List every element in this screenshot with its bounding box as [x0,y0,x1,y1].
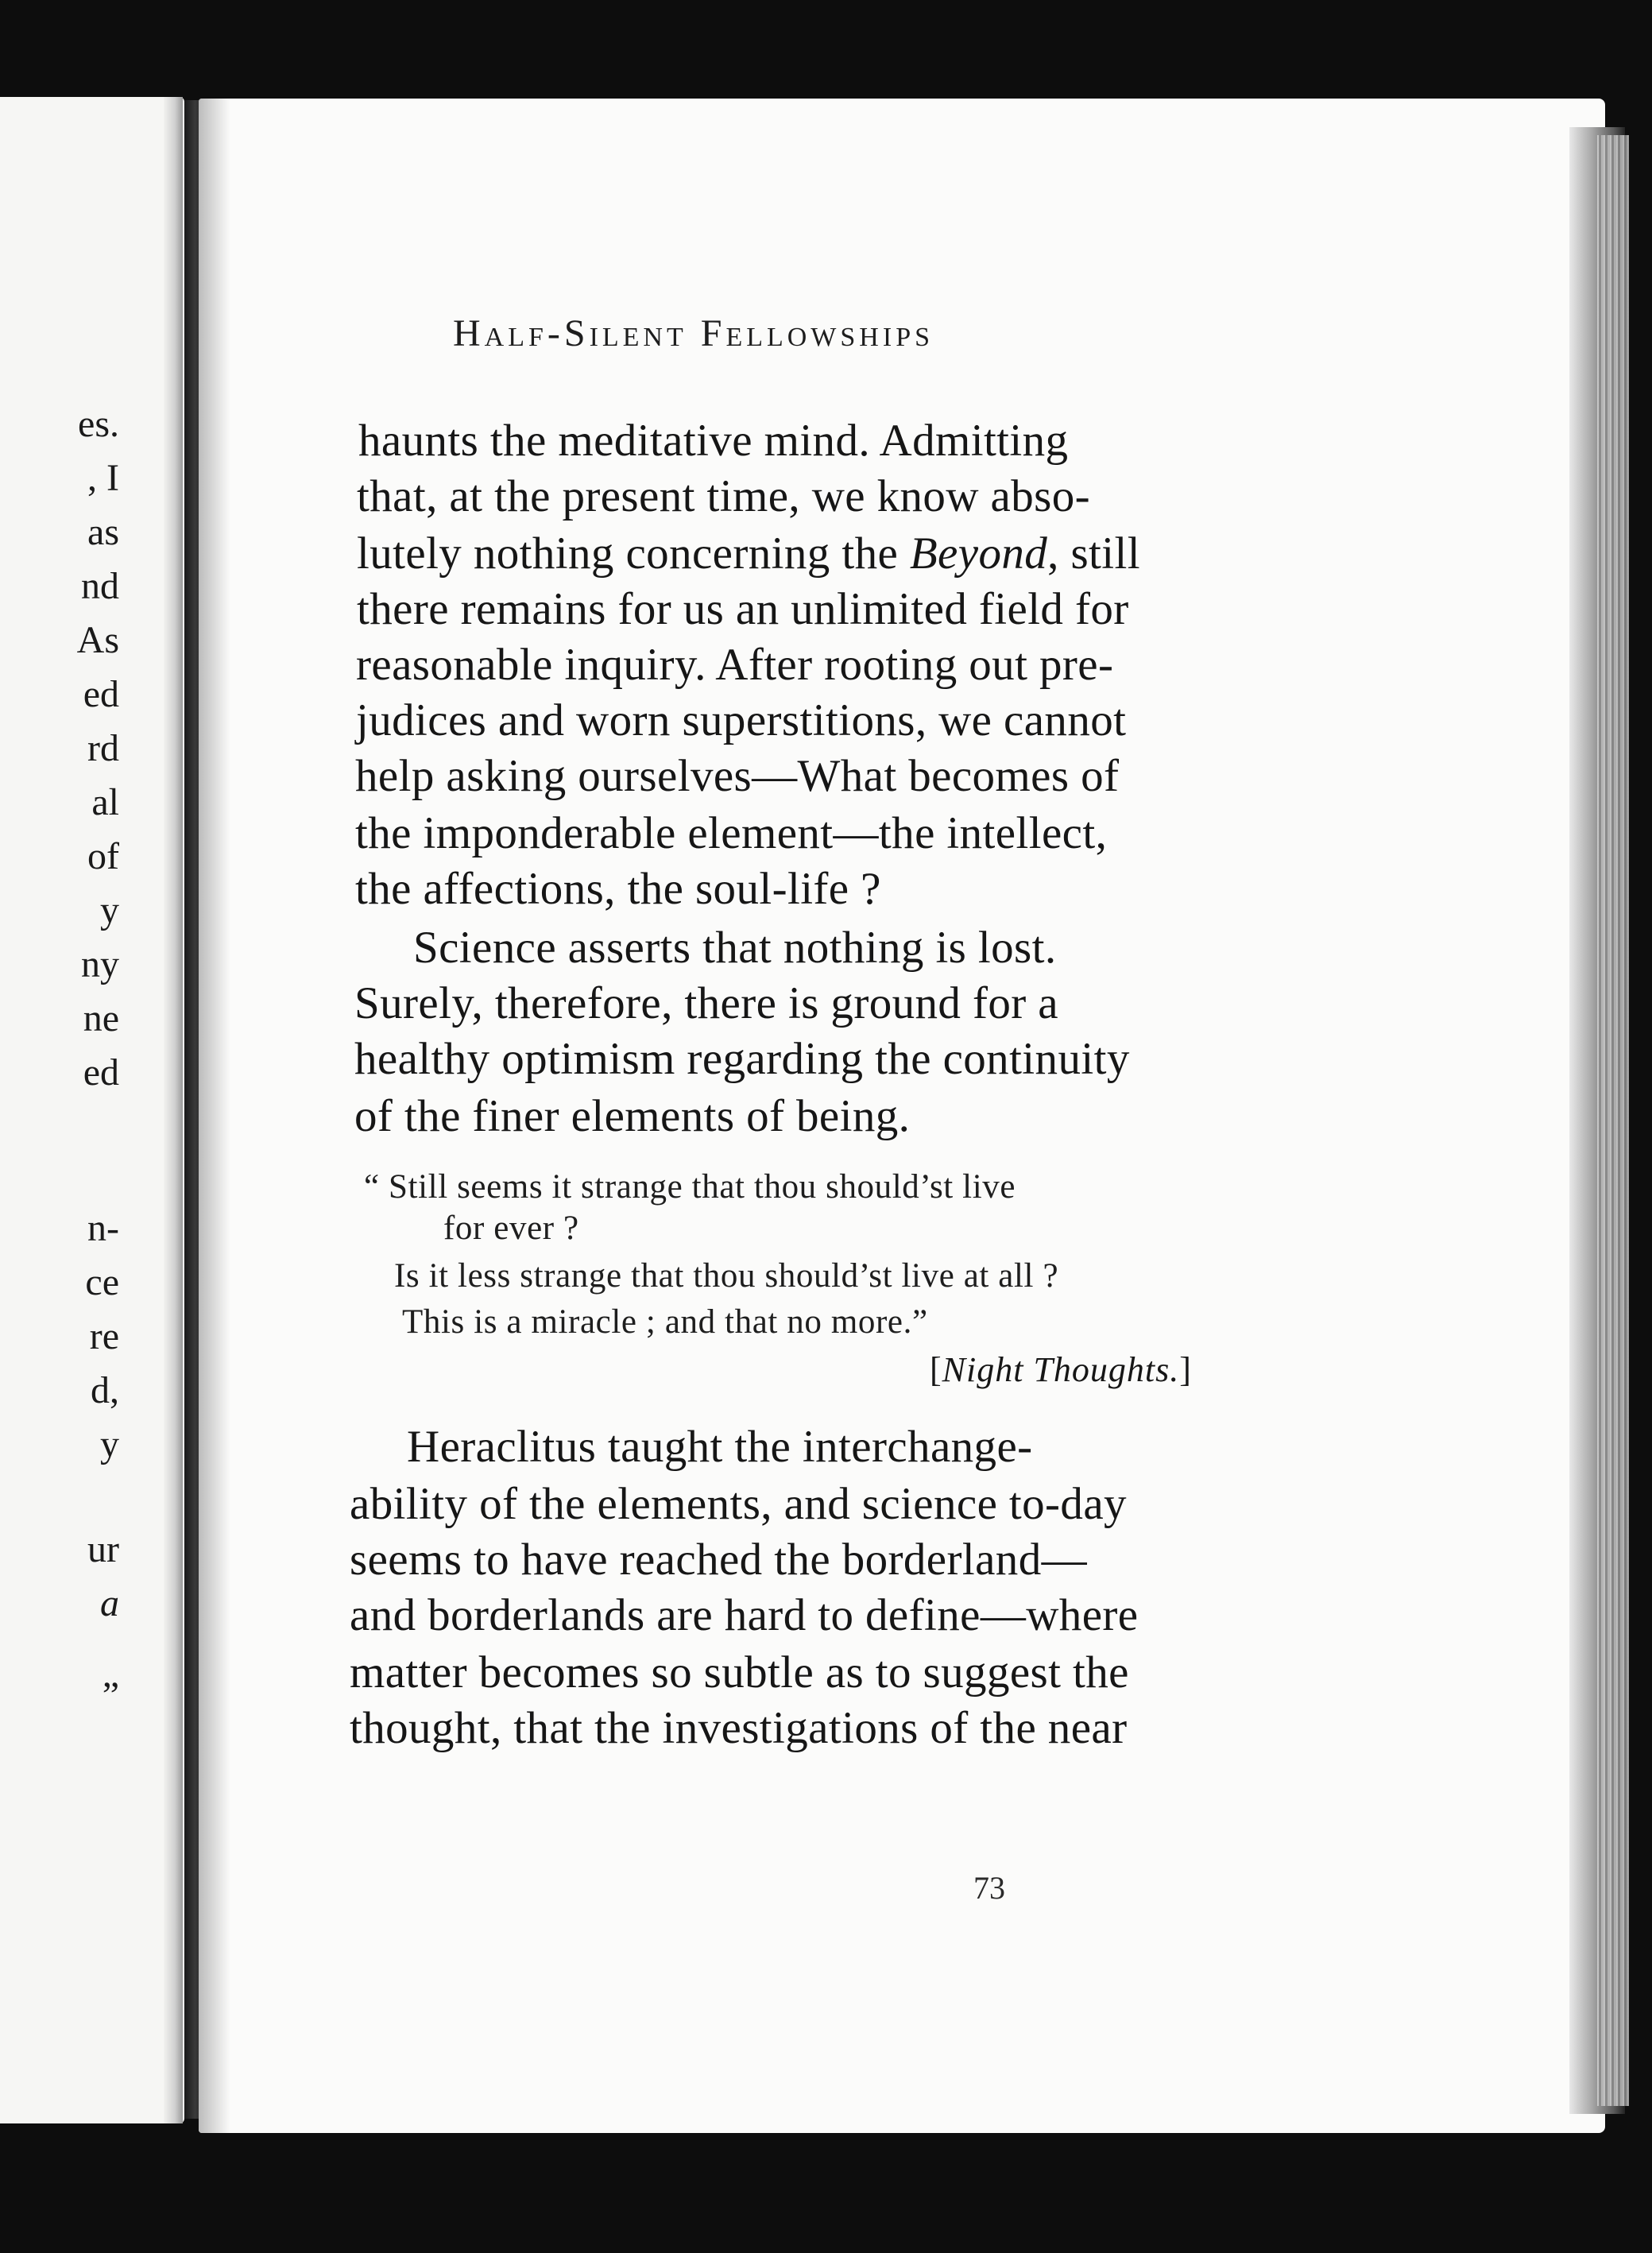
citation-bracket-close: ] [1179,1350,1192,1389]
facing-line: re [89,1315,119,1357]
facing-line: ed [83,673,119,715]
facing-line: ed [83,1051,119,1094]
facing-page-gutter [164,97,183,2123]
body-line: of the finer elements of being. [354,1091,911,1141]
body-line: the imponderable element—the intellect, [355,808,1108,858]
citation-title: Night Thoughts. [942,1350,1180,1389]
running-head: Half-Silent Fellowships [453,312,934,354]
quotation-citation [930,1350,1192,1389]
body-line: Surely, therefore, there is ground for a [354,978,1058,1028]
body-text: , still [1047,528,1140,579]
facing-line: a [100,1582,119,1624]
body-line: seems to have reached the borderland— [350,1535,1087,1585]
facing-line: al [91,781,119,823]
facing-line: es. [78,403,119,445]
facing-page-text [0,97,119,2123]
facing-line: rd [87,727,119,769]
book-page [199,99,1605,2133]
facing-line: y [100,889,119,931]
quotation-line: This is a miracle ; and that no more.” [402,1303,928,1341]
quotation-line: Is it less strange that thou should’st live at all ? [394,1257,1059,1295]
facing-line: nd [81,565,119,607]
facing-line: As [76,619,119,661]
body-line: there remains for us an unlimited field for [357,584,1129,634]
facing-line: n- [87,1207,119,1249]
body-line: that, at the present time, we know abso- [357,471,1090,521]
body-line: Heraclitus taught the interchange- [407,1422,1033,1472]
body-line: haunts the meditative mind. Admitting [358,416,1069,466]
body-line: matter becomes so subtle as to suggest the [350,1647,1129,1697]
page-fore-edge [1597,135,1629,2106]
facing-page [0,97,184,2123]
facing-line: ur [87,1528,119,1570]
body-line: healthy optimism regarding the continuity [354,1034,1130,1084]
body-text: lutely nothing concerning the [357,528,910,579]
body-line: thought, that the investigations of the near [350,1703,1128,1753]
facing-line: as [87,511,119,553]
facing-line: ” [102,1674,119,1717]
body-line: the affections, the soul-life ? [355,864,881,914]
facing-line: ne [83,997,119,1039]
body-line: ability of the elements, and science to-day [350,1479,1127,1529]
facing-line: ce [85,1261,119,1303]
body-line: reasonable inquiry. After rooting out pre- [356,640,1114,690]
body-line: judices and worn superstitions, we cannot [356,695,1127,745]
facing-line: ny [81,943,119,985]
facing-line: d, [91,1369,119,1411]
facing-line: y [100,1423,119,1465]
emphasis-text: Beyond [909,528,1048,579]
facing-line: , I [87,457,119,499]
body-line: Science asserts that nothing is lost. [413,923,1057,973]
quotation-line: for ever ? [443,1210,579,1247]
body-line [357,528,1140,579]
citation-bracket-open: [ [930,1350,942,1389]
quotation-line: “ Still seems it strange that thou should’st live [364,1168,1016,1206]
facing-line: of [87,835,119,877]
body-line: help asking ourselves—What becomes of [355,751,1120,801]
body-line: and borderlands are hard to define—where [350,1590,1139,1640]
page-number: 73 [973,1870,1005,1906]
gutter-shadow [199,99,230,2133]
